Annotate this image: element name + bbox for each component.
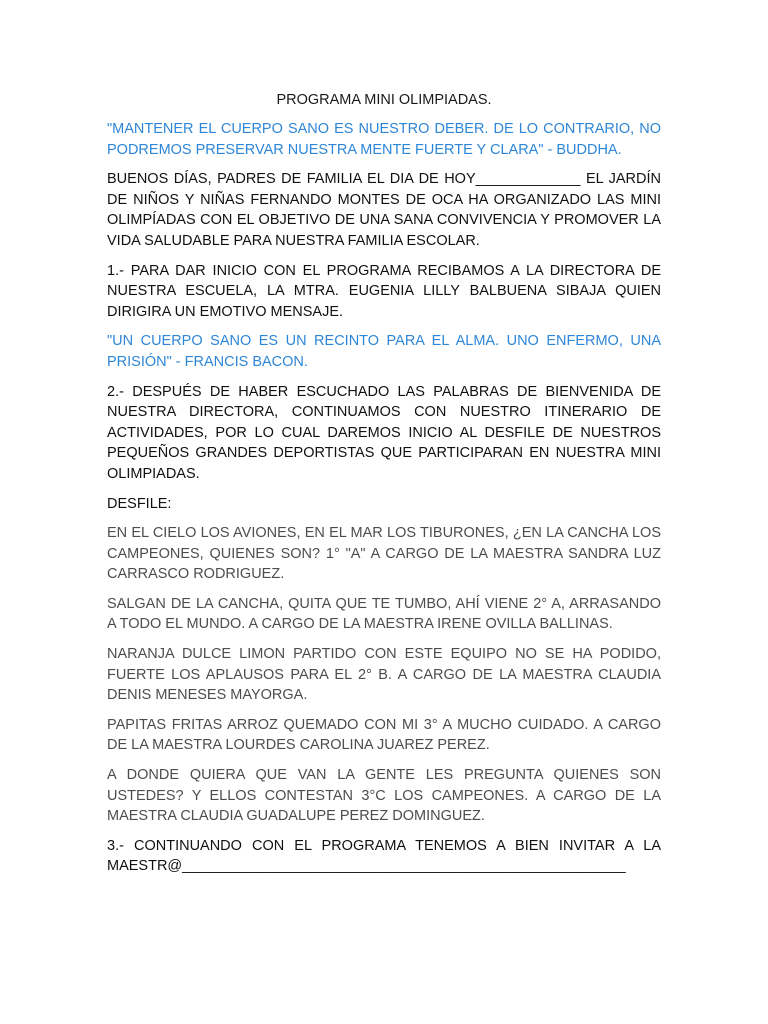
quote-buddha: "MANTENER EL CUERPO SANO ES NUESTRO DEBER. DE LO CONTRARIO, NO PODREMOS PRESERVAR NUESTRA MENTE FUERTE Y CLARA" - BUDDHA.	[107, 121, 661, 158]
paragraph-welcome: BUENOS DÍAS, PADRES DE FAMILIA EL DIA DE HOY_____________ EL JARDÍN DE NIÑOS Y NIÑAS FERNANDO MONTES DE OCA HA ORGANIZADO LAS MINI OLIMPÍADAS CON EL OBJETIVO DE UNA SANA CONVIVENCIA Y PROMOVER LA VIDA SALUDABLE PARA NUESTRA FAMILIA ESCOLAR.	[107, 171, 661, 249]
parade-group-3c: A DONDE QUIERA QUE VAN LA GENTE LES PREGUNTA QUIENES SON USTEDES? Y ELLOS CONTESTAN 3°C LOS CAMPEONES. A CARGO DE LA MAESTRA CLAUDIA GUADALUPE PEREZ DOMINGUEZ.	[107, 767, 661, 825]
paragraph-step-2: 2.- DESPUÉS DE HABER ESCUCHADO LAS PALABRAS DE BIENVENIDA DE NUESTRA DIRECTORA, CONTINUAMOS CON NUESTRO ITINERARIO DE ACTIVIDADES, POR LO CUAL DAREMOS INICIO AL DESFILE DE NUESTROS PEQUEÑOS GRANDES DEPORTISTAS QUE PARTICIPARAN EN NUESTRA MINI OLIMPIADAS.	[107, 383, 661, 482]
paragraph-step-3: 3.- CONTINUANDO CON EL PROGRAMA TENEMOS A BIEN INVITAR A LA MAESTR@_______________________________________________________	[107, 837, 661, 875]
document-title: PROGRAMA MINI OLIMPIADAS.	[276, 92, 492, 108]
parade-group-1a: EN EL CIELO LOS AVIONES, EN EL MAR LOS TIBURONES, ¿EN LA CANCHA LOS CAMPEONES, QUIENES SON? 1° "A" A CARGO DE LA MAESTRA SANDRA LUZ CARRASCO RODRIGUEZ.	[107, 525, 661, 583]
parade-group-2b: NARANJA DULCE LIMON PARTIDO CON ESTE EQUIPO NO SE HA PODIDO, FUERTE LOS APLAUSOS PARA EL 2° B. A CARGO DE LA MAESTRA CLAUDIA DENIS MENESES MAYORGA.	[107, 646, 661, 704]
parade-group-3a: PAPITAS FRITAS ARROZ QUEMADO CON MI 3° A MUCHO CUIDADO. A CARGO DE LA MAESTRA LOURDES CAROLINA JUAREZ PEREZ.	[107, 716, 661, 754]
paragraph-step-1: 1.- PARA DAR INICIO CON EL PROGRAMA RECIBAMOS A LA DIRECTORA DE NUESTRA ESCUELA, LA MTRA. EUGENIA LILLY BALBUENA SIBAJA QUIEN DIRIGIRA UN EMOTIVO MENSAJE.	[107, 262, 661, 320]
section-heading-desfile: DESFILE:	[107, 495, 172, 512]
parade-group-2a: SALGAN DE LA CANCHA, QUITA QUE TE TUMBO, AHÍ VIENE 2° A, ARRASANDO A TODO EL MUNDO. A CARGO DE LA MAESTRA IRENE OVILLA BALLINAS.	[107, 595, 661, 633]
quote-francis-bacon: "UN CUERPO SANO ES UN RECINTO PARA EL ALMA. UNO ENFERMO, UNA PRISIÓN" - FRANCIS BACON.	[107, 333, 661, 370]
